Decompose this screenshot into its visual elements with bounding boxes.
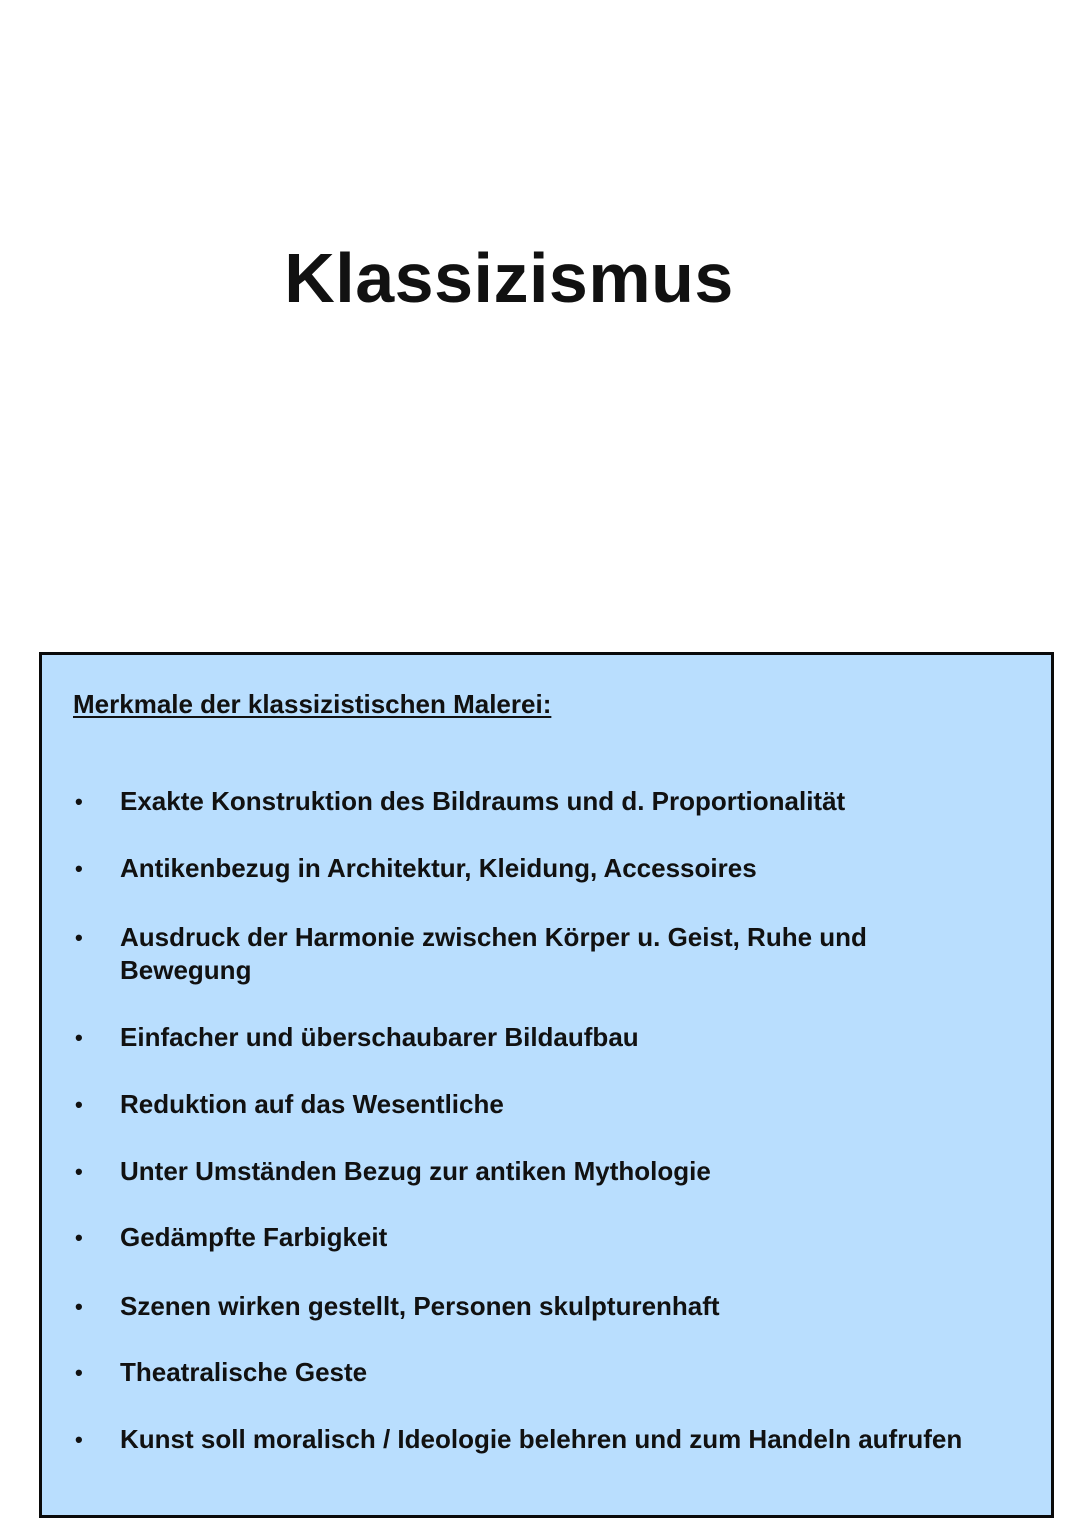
bullet-icon: •: [75, 1294, 83, 1319]
bullet-icon: •: [75, 1225, 83, 1250]
list-item-text: Reduktion auf das Wesentliche: [120, 1089, 504, 1119]
list-item-text: Einfacher und überschaubarer Bildaufbau: [120, 1022, 639, 1052]
list-item-text: Szenen wirken gestellt, Personen skulpturenhaft: [120, 1291, 720, 1321]
bullet-icon: •: [75, 856, 83, 881]
box-heading: Merkmale der klassizistischen Malerei:: [73, 689, 552, 719]
list-item-text: Antikenbezug in Architektur, Kleidung, Accessoires: [120, 853, 757, 883]
page-title: Klassizismus: [284, 239, 734, 317]
list-item-text: Theatralische Geste: [120, 1357, 368, 1387]
list-item-text: Gedämpfte Farbigkeit: [120, 1222, 388, 1252]
bullet-icon: •: [75, 1159, 83, 1184]
bullet-icon: •: [75, 1092, 83, 1117]
list-item-text: Unter Umständen Bezug zur antiken Mythologie: [120, 1156, 711, 1186]
bullet-icon: •: [75, 1025, 83, 1050]
list-item-text: Ausdruck der Harmonie zwischen Körper u. Geist, Ruhe und Bewegung: [120, 922, 867, 985]
bullet-icon: •: [75, 789, 83, 814]
bullet-icon: •: [75, 1360, 83, 1385]
list-item-text: Exakte Konstruktion des Bildraums und d. Proportionalität: [120, 786, 846, 816]
bullet-icon: •: [75, 925, 83, 950]
list-item-text: Kunst soll moralisch / Ideologie belehren und zum Handeln aufrufen: [120, 1424, 963, 1454]
bullet-icon: •: [75, 1427, 83, 1452]
characteristics-box: [39, 652, 1054, 1518]
